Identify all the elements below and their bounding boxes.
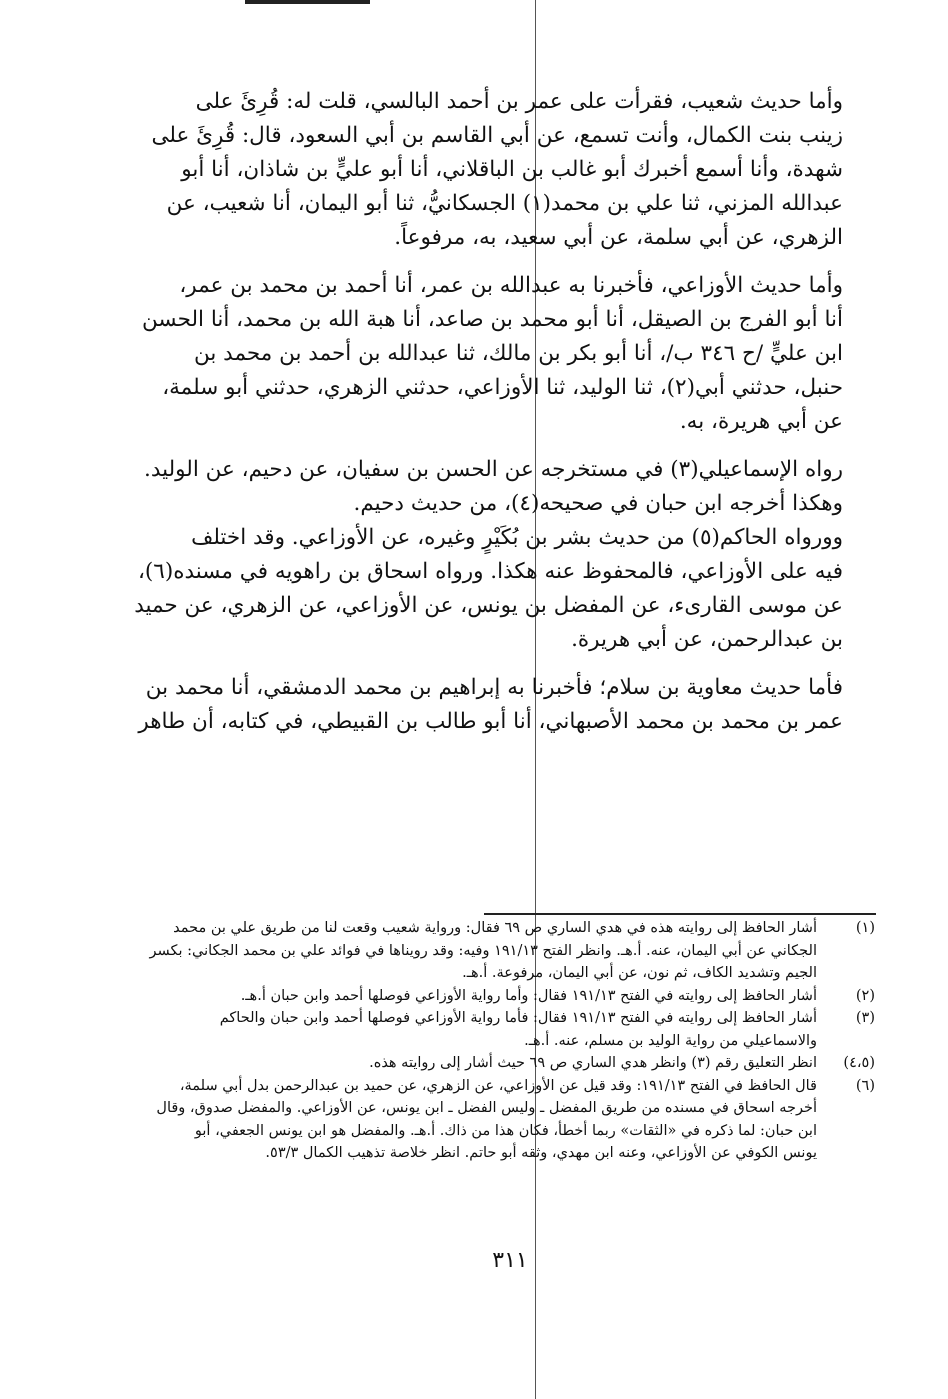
footnote-line: ابن حبان: لما ذكره في «الثقات» ربما أخطأ، فكان هذا من ذاك. أ.هـ. والمفضل هو ابن يونس الجعفي، أبو: [194, 1122, 817, 1139]
footnote-text: [130, 1075, 817, 1165]
paragraph-ibn-hibban: [105, 487, 875, 521]
text-line: ابن عليٍّ /ح ٣٤٦ ب/، أنا أبو بكر بن مالك، ثنا عبدالله بن أحمد بن محمد بن: [193, 341, 843, 366]
text-line: عبدالله المزني، ثنا علي بن محمد(١) الجسكانيُّ، ثنا أبو اليمان، أنا شعيب، عن: [166, 191, 843, 216]
footnote-line: أشار الحافظ إلى روايته في الفتح ١٩١/١٣ فقال: فأما رواية الأوزاعي فوصلها أحمد وابن حبان والحاكم: [219, 1010, 817, 1026]
footnote-3: [130, 1007, 875, 1052]
footnote-number: (٤،٥): [843, 1055, 875, 1071]
text-line: وأما حديث الأوزاعي، فأخبرنا به عبدالله بن عمر، أنا أحمد بن محمد بن عمر،: [179, 273, 843, 298]
footnote-text: [130, 985, 817, 1008]
top-rule: [245, 0, 370, 4]
text-line: فأما حديث معاوية بن سلام؛ فأخبرنا به إبراهيم بن محمد الدمشقي، أنا محمد بن: [145, 675, 843, 700]
footnote-text: [130, 917, 817, 985]
footnotes: [130, 917, 875, 1165]
text-line: رواه الإسماعيلي(٣) في مستخرجه عن الحسن بن سفيان، عن دحيم، عن الوليد.: [144, 457, 843, 482]
text-line: وورواه الحاكم(٥) من حديث بشر بن بُكَيْرٍ وغيره، عن الأوزاعي. وقد اختلف: [191, 525, 843, 550]
footnote-4-5: [130, 1052, 875, 1075]
paragraph-muawiya: [105, 671, 875, 739]
text-line: شهدة، وأنا أسمع أخبرك أبو غالب بن الباقلاني، أنا أبو عليٍّ بن شاذان، أنا أبو: [181, 157, 843, 182]
paragraph-shuayb: [105, 85, 875, 255]
footnote-number: (٦): [855, 1077, 875, 1094]
text-line: وأما حديث شعيب، فقرأت على عمر بن أحمد البالسي، قلت له: قُرِئَ على: [195, 89, 843, 114]
footnote-line: أشار الحافظ إلى روايته في الفتح ١٩١/١٣ فقال: وأما رواية الأوزاعي فوصلها أحمد وابن حبان أ.هـ.: [240, 987, 817, 1004]
footnote-number: (٣): [855, 1010, 875, 1026]
text-line: عن موسى القارىء، عن المفضل بن يونس، عن الأوزاعي، عن الزهري، عن حميد: [134, 593, 843, 618]
footnote-line: والاسماعيلي من رواية الوليد بن مسلم، عنه. أ.هـ.: [524, 1032, 817, 1049]
footnote-line: قال الحافظ في الفتح ١٩١/١٣: وقد قيل عن الأوزاعي، عن الزهري، عن حميد بن عبدالرحمن بدل أبي سلمة،: [179, 1077, 817, 1094]
main-text: [105, 85, 875, 739]
footnote-line: أخرجه اسحاق في مسنده من طريق المفضل ـ وليس الفضل ـ ابن يونس، عن الأوزاعي. والمفضل صدوق، وقال: [156, 1100, 817, 1116]
text-line: أنا أبو الفرج بن الصيقل، أنا أبو محمد بن صاعد، أنا هبة الله بن محمد، أنا الحسن: [142, 307, 843, 332]
footnote-1: [130, 917, 875, 985]
paragraph-ismaili: [105, 453, 875, 487]
page-number: ٣١١: [492, 1248, 528, 1273]
paragraph-hakim: [105, 521, 875, 657]
text-line: عن أبي هريرة، به.: [679, 409, 843, 434]
footnote-line: يونس الكوفي عن الأوزاعي، وعنه ابن مهدي، وثقه أبو حاتم. انظر خلاصة تذهيب الكمال ٥٣/٣.: [265, 1145, 817, 1161]
text-line: فيه على الأوزاعي، فالمحفوظ عنه هكذا. ورواه اسحاق بن راهويه في مسنده(٦)،: [137, 559, 843, 584]
text-line: حنبل، حدثني أبي(٢)، ثنا الوليد، ثنا الأوزاعي، حدثني الزهري، حدثني أبو سلمة،: [162, 375, 843, 400]
text-line: زينب بنت الكمال، وأنت تسمع، عن أبي القاسم بن أبي السعود، قال: قُرِئَ على: [151, 123, 843, 148]
text-line: وهكذا أخرجه ابن حبان في صحيحه(٤)، من حديث دحيم.: [353, 491, 843, 516]
footnote-line: الجكاني عن أبي اليمان، عنه. أ.هـ. وانظر الفتح ١٩١/١٣ وفيه: وقد رويناها في فوائد علي بن محمد الجكاني: بكسر: [149, 942, 817, 959]
footnote-6: [130, 1075, 875, 1165]
footnote-2: [130, 985, 875, 1008]
footnote-line: أشار الحافظ إلى روايته هذه في هدي الساري ص ٦٩ فقال: ورواية شعيب وقعت لنا من طريق علي بن محمد: [173, 920, 817, 936]
footnote-text: [130, 1007, 817, 1052]
footnote-line: انظر التعليق رقم (٣) وانظر هدي الساري ص ٦٩ حيث أشار إلى روايته هذه.: [369, 1055, 817, 1071]
footnote-separator: [484, 913, 876, 915]
text-line: عمر بن محمد بن محمد الأصبهاني، أنا أبو طالب بن القبيطي، في كتابه، أن طاهر: [138, 709, 843, 734]
footnote-text: [130, 1052, 817, 1075]
text-line: الزهري، عن أبي سلمة، عن أبي سعيد، به، مرفوعاً.: [394, 225, 843, 250]
footnote-number: (٢): [855, 987, 875, 1004]
text-line: بن عبدالرحمن، عن أبي هريرة.: [571, 627, 843, 652]
footnote-number: (١): [855, 920, 875, 936]
paragraph-awzai: [105, 269, 875, 439]
footnote-line: الجيم وتشديد الكاف، ثم نون، عن أبي اليمان، مرفوعة. أ.هـ.: [462, 965, 817, 981]
